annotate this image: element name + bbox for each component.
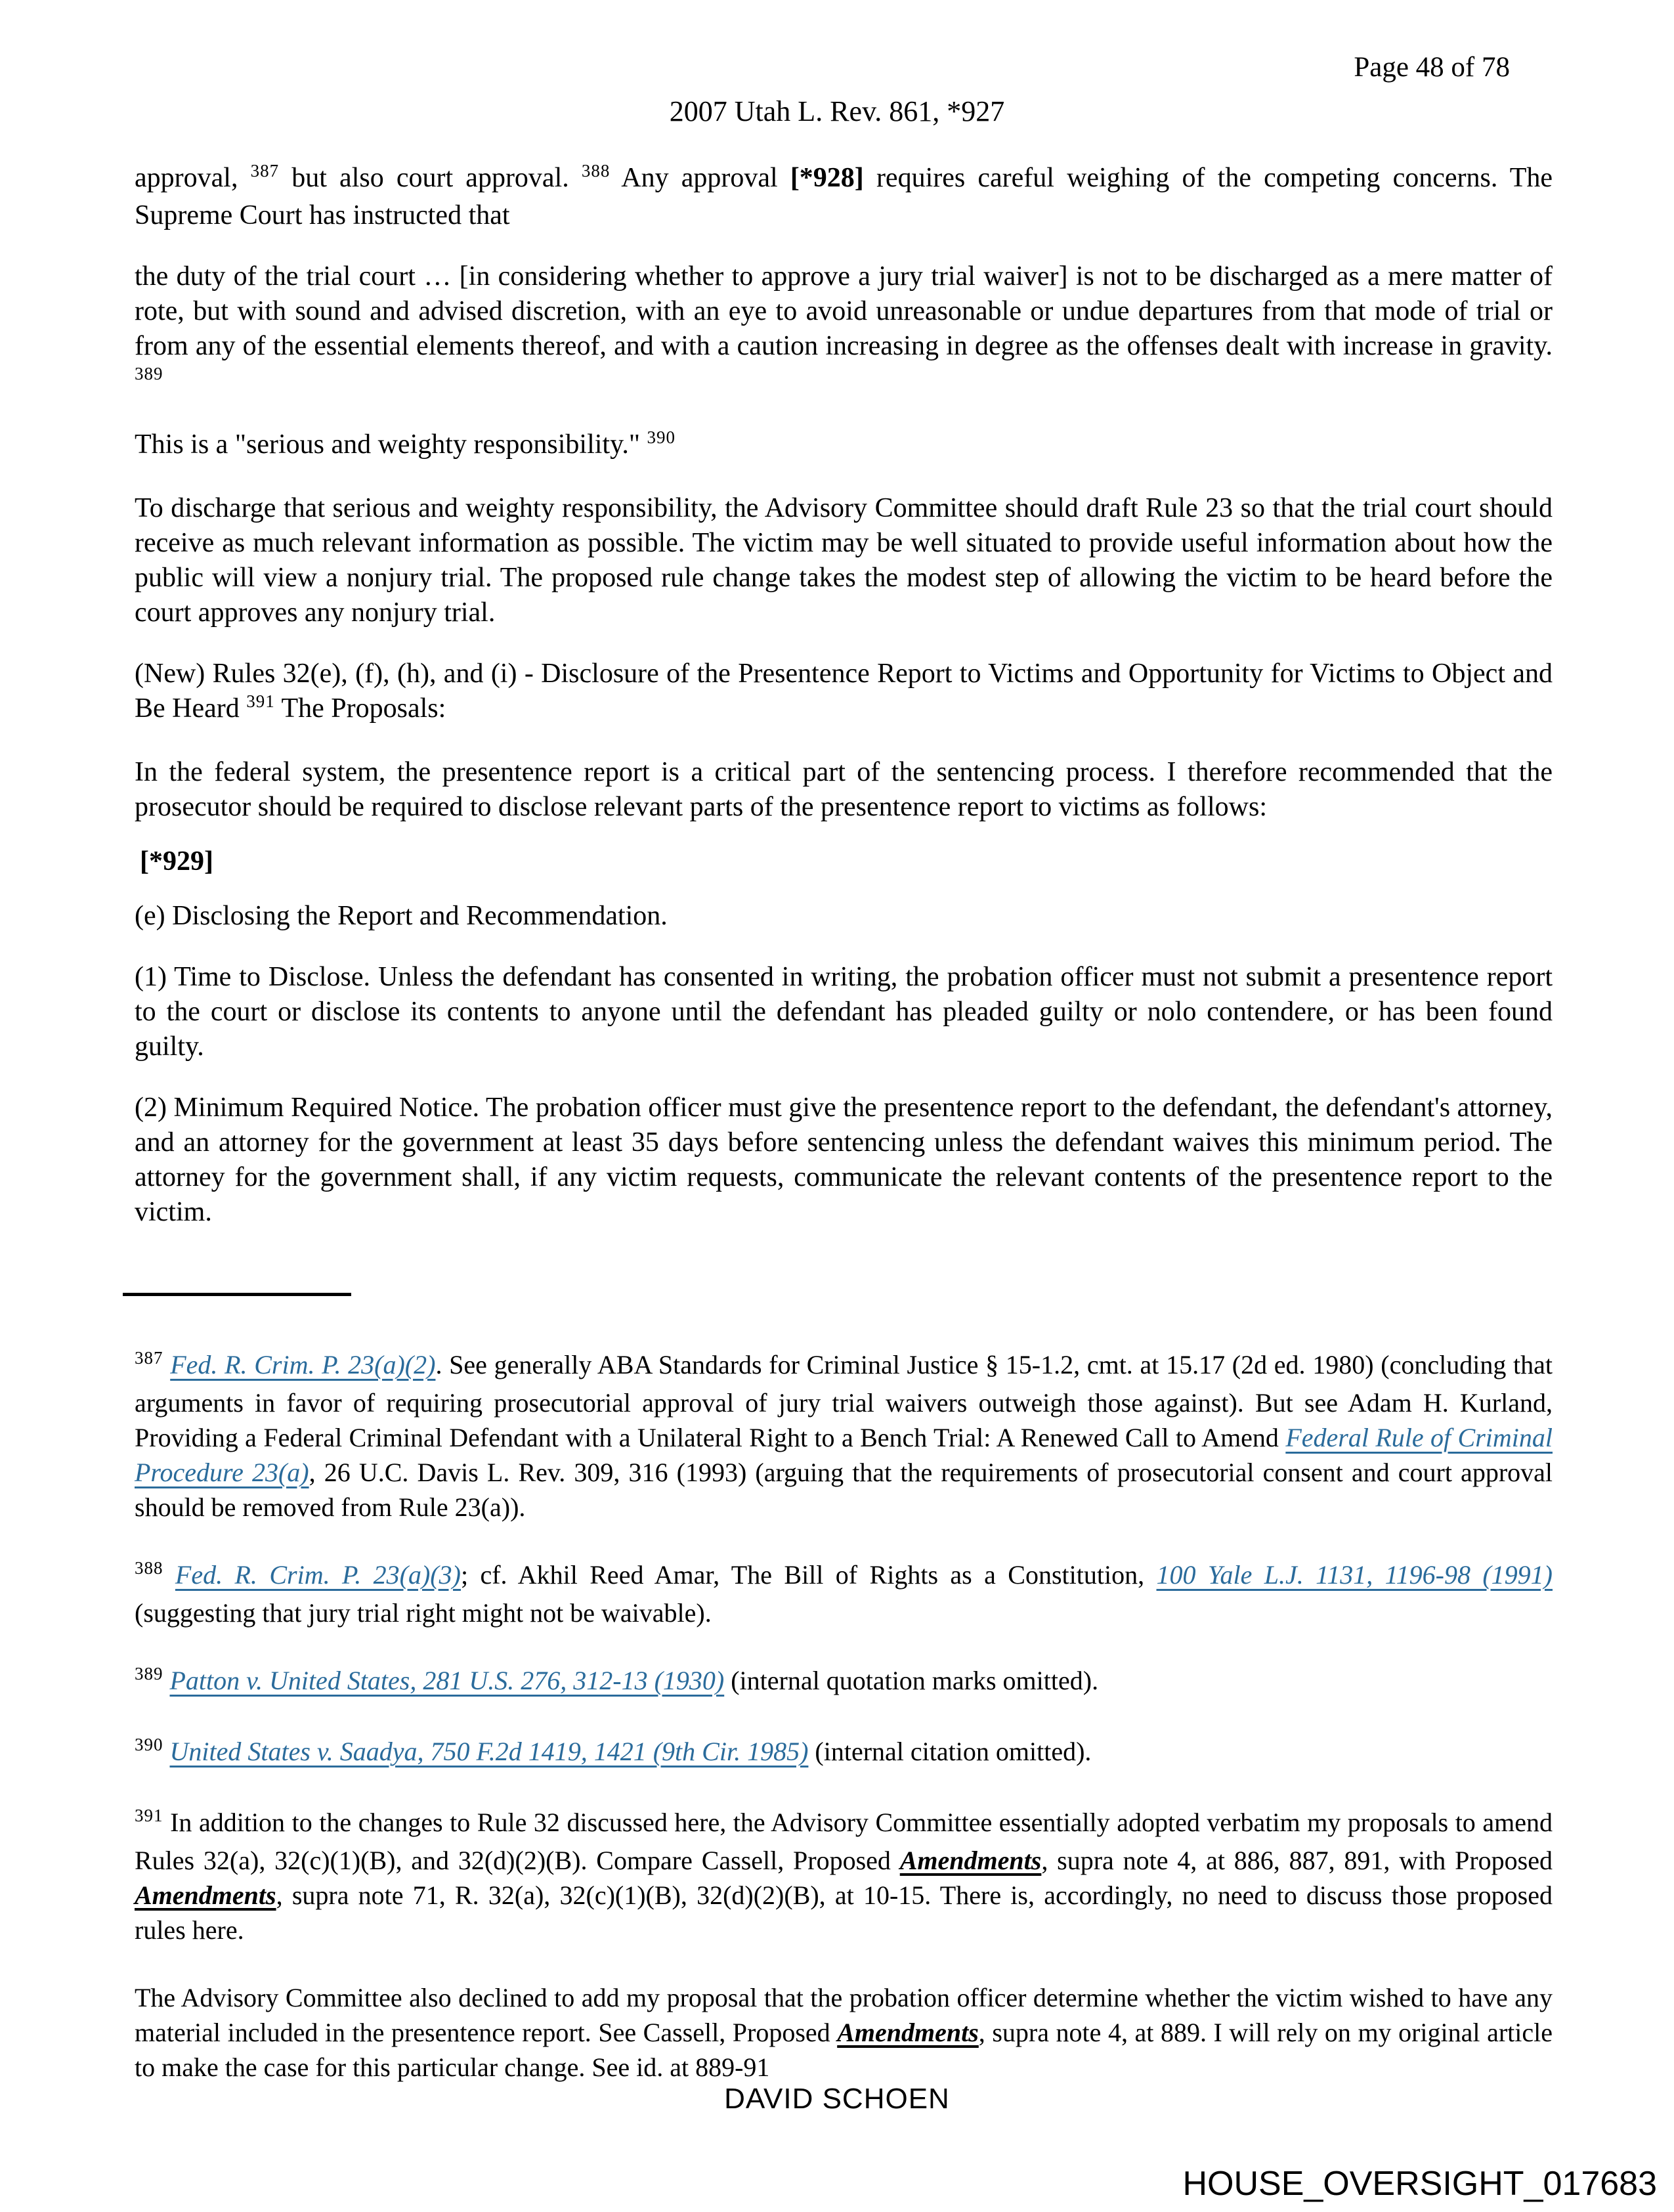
citation-link[interactable]: Federal Rule of Criminal Procedure 23(a) <box>135 1423 1553 1487</box>
text-run: This is a "serious and weighty responsibility." <box>135 429 647 460</box>
footnote-ref: 389 <box>135 1664 163 1683</box>
footnote-390 <box>135 1734 1553 1772</box>
text-run <box>163 1350 171 1379</box>
citation-link[interactable]: Fed. R. Crim. P. 23(a)(2) <box>170 1350 436 1379</box>
text-run: , supra note 71, R. 32(a), 32(c)(1)(B), 32(d)(2)(B), at 10-15. There is, accordingly, no need to discuss those proposed rules here. <box>135 1880 1553 1945</box>
text-run: To discharge that serious and weighty responsibility, the Advisory Committee should draft Rule 23 so that the trial court should receive as much relevant information as possible. The victim may be well situated to provide useful information about how the public will view a nonjury trial. The proposed rule change takes the modest step of allowing the victim to be heard before the court approves any nonjury trial. <box>135 493 1553 628</box>
footnote-ref: 388 <box>135 1558 163 1578</box>
footnote-391 <box>135 1805 1553 1947</box>
page-indicator: Page 48 of 78 <box>1354 52 1510 83</box>
text-run: Amendments <box>837 2018 979 2047</box>
text-run: In addition to the changes to Rule 32 discussed here, the Advisory Committee essentially adopted verbatim my proposals to amend Rules 32(a), 32(c)(1)(B), and 32(d)(2)(B). Compare Cassell, Proposed <box>135 1808 1553 1875</box>
text-run: (2) Minimum Required Notice. The probation officer must give the presentence report to the defendant, the defendant's attorney, and an attorney for the government at least 35 days before sentencing unless the defendant waives this minimum period. The attorney for the government shall, if any victim requests, communicate the relevant contents of the presentence report to the victim. <box>135 1093 1553 1227</box>
text-run: The Advisory Committee also declined to add my proposal that the probation officer determine whether the victim wished to have any material included in the presentence report. See Cassell, Proposed <box>135 1983 1553 2047</box>
citation-link[interactable]: Fed. R. Crim. P. 23(a)(3) <box>175 1560 461 1590</box>
author-name-stamp: DAVID SCHOEN <box>724 2083 950 2115</box>
bates-number-stamp: HOUSE_OVERSIGHT_017683 <box>1182 2165 1657 2203</box>
footnote-387 <box>135 1347 1553 1525</box>
paragraph-federal-system <box>135 755 1553 825</box>
document-body <box>135 161 1553 2117</box>
footnote-ref: 387 <box>250 161 280 181</box>
text-run: (internal quotation marks omitted). <box>724 1666 1099 1695</box>
header-citation: 2007 Utah L. Rev. 861, *927 <box>669 95 1005 127</box>
text-run: the duty of the trial court … [in considering whether to approve a jury trial waiver] is not to be discharged as a mere matter of rote, but with sound and advised discretion, with an eye to avoid unreasonable or undue departures from that mode of trial or from any of the essential elements thereof, and with a caution increasing in degree as the offenses dealt with increase in gravity. <box>135 261 1553 361</box>
text-run: In the federal system, the presentence report is a critical part of the sentencing process. I therefore recommended that the prosecutor should be required to disclose relevant parts of the presentence report to victims as follows: <box>135 757 1553 822</box>
text-run: The Proposals: <box>274 693 446 724</box>
paragraph-serious-responsibility <box>135 427 1553 465</box>
text-run <box>163 1737 170 1766</box>
text-run: , supra note 4, at 889. I will rely on my original article to make the case for this particular change. See id. at 889-91 <box>135 2018 1553 2082</box>
paragraph-discharge <box>135 491 1553 630</box>
text-run: , 26 U.C. Davis L. Rev. 309, 316 (1993) (arguing that the requirements of prosecutorial consent and court approval should be removed from Rule 23(a)). <box>135 1458 1553 1522</box>
footnote-389 <box>135 1663 1553 1701</box>
section-heading-rules-32 <box>135 657 1553 729</box>
footnote-ref: 390 <box>647 427 676 447</box>
page-marker-929 <box>135 844 1553 879</box>
footnote-separator <box>123 1293 351 1296</box>
footnote-ref: 391 <box>246 691 275 711</box>
text-run: requires careful weighing of the competing concerns. The Supreme Court has instructed that <box>135 163 1553 230</box>
text-run <box>163 1560 175 1590</box>
text-run: [*928] <box>790 163 864 193</box>
text-run: but also court approval. <box>279 163 582 193</box>
blockquote-duty <box>135 259 1553 401</box>
footnote-ref: 390 <box>135 1735 163 1754</box>
citation-link[interactable]: Patton v. United States, 281 U.S. 276, 312-13 (1930) <box>169 1666 725 1695</box>
footnote-ref: 388 <box>581 161 611 181</box>
text-run: ; cf. Akhil Reed Amar, The Bill of Rights as a Constitution, <box>460 1560 1157 1590</box>
footnotes-section <box>135 1347 1553 2085</box>
rule-e-2 <box>135 1091 1553 1230</box>
footnote-ref: 391 <box>135 1806 163 1825</box>
text-run: approval, <box>135 163 251 193</box>
text-run: (1) Time to Disclose. Unless the defendant has consented in writing, the probation officer must not submit a presentence report to the court or disclose its contents to anyone until the defendant has pleaded guilty or nolo contendere, or has been found guilty. <box>135 962 1553 1062</box>
text-run: , supra note 4, at 886, 887, 891, with Proposed <box>1041 1846 1553 1875</box>
footnote-391-continued <box>135 1980 1553 2085</box>
footnote-388 <box>135 1557 1553 1630</box>
rule-e-1 <box>135 960 1553 1064</box>
text-run: Any approval <box>610 163 790 193</box>
text-run: (e) Disclosing the Report and Recommendation. <box>135 901 668 931</box>
paragraph-approval <box>135 161 1553 233</box>
text-run <box>163 1666 170 1695</box>
text-run: [*929] <box>140 846 213 877</box>
citation-link[interactable]: 100 Yale L.J. 1131, 1196-98 (1991) <box>1156 1560 1553 1590</box>
footnote-ref: 389 <box>135 364 163 383</box>
text-run: (internal citation omitted). <box>808 1737 1092 1766</box>
text-run: (New) Rules 32(e), (f), (h), and (i) - Disclosure of the Presentence Report to Victims and Opportunity for Victims to Object and Be Heard <box>135 659 1553 724</box>
rule-e-heading <box>135 899 1553 934</box>
text-run: Amendments <box>899 1846 1042 1875</box>
citation-link[interactable]: United States v. Saadya, 750 F.2d 1419, 1421 (9th Cir. 1985) <box>169 1737 809 1766</box>
footnote-ref: 387 <box>135 1348 163 1368</box>
text-run: (suggesting that jury trial right might not be waivable). <box>135 1598 712 1628</box>
text-run: . See generally ABA Standards for Criminal Justice § 15-1.2, cmt. at 15.17 (2d ed. 1980) (concluding that arguments in favor of requiring prosecutorial approval of jury trial waivers outweigh those against). But see Adam H. Kurland, Providing a Federal Criminal Defendant with a Unilateral Right to a Bench Trial: A Renewed Call to Amend <box>135 1350 1553 1452</box>
text-run: Amendments <box>135 1880 276 1910</box>
